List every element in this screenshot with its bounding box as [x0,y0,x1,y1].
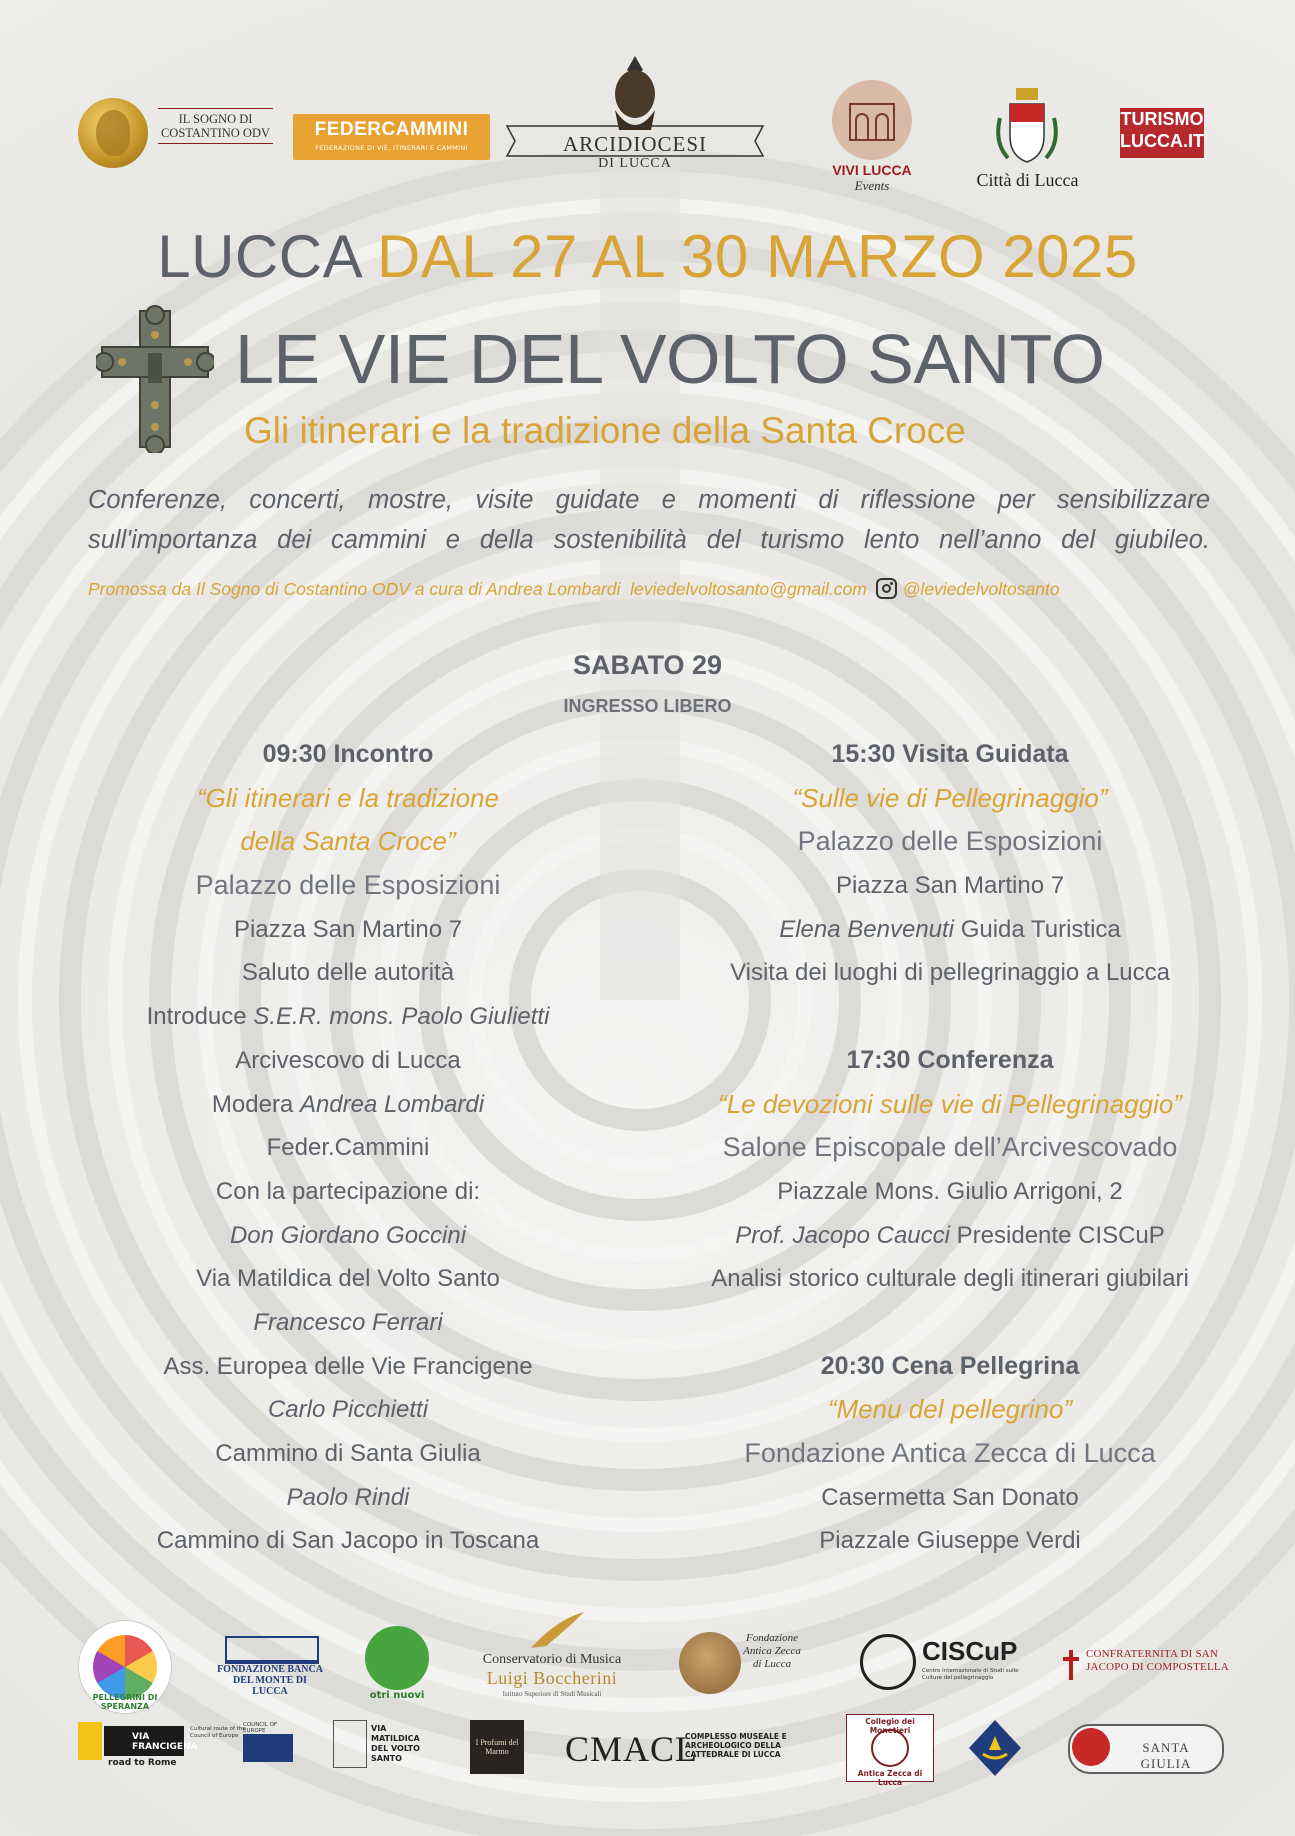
fbm-label: FONDAZIONE BANCA DEL MONTE DI LUCCA [217,1664,323,1697]
introduce-label: Introduce [146,1003,247,1031]
speaker-name: Prof. Jacopo Caucci [735,1221,950,1249]
promoter-text: Promossa da Il Sogno di Costantino ODV a cura di Andrea Lombardi [88,579,621,599]
santa-giulia-icon [1072,1728,1110,1766]
cmacl-logo [565,1726,805,1770]
program-morning [98,733,598,1563]
event-address: Piazzale Giuseppe Verdi [819,1527,1081,1555]
cammino-santa-giulia-logo [1068,1724,1224,1774]
program-afternoon [690,733,1210,1563]
profumi-label: I Profumi del Marmo [475,1738,519,1756]
event-time: 09:30 Incontro [262,740,434,768]
participant-name: Don Giordano Goccini [229,1221,467,1249]
federcammini-label: FEDERCAMMINI [314,119,469,140]
confraternita-label: CONFRATERNITA DI SAN JACOPO DI COMPOSTELLA [1086,1648,1229,1673]
participation-heading: Con la partecipazione di: [215,1177,481,1205]
matildica-label: VIA MATILDICA DEL VOLTO SANTO [371,1724,420,1763]
event-address: Piazza San Martino 7 [835,872,1065,900]
walker-icon [333,1720,367,1768]
event-venue: Palazzo delle Esposizioni [195,870,501,901]
ciscup-sublabel: Centro Internazionale di Studi sulle Culture del pellegrinaggio [922,1668,1019,1681]
event-time: 17:30 Conferenza [846,1045,1054,1074]
boccherini-label: Luigi Boccherini [486,1668,618,1688]
pellegrini-label: PELLEGRINI DI SPERANZA [92,1693,158,1711]
turismo-label-1: TURISMO [1120,109,1204,129]
ciscup-label: CISCuP [922,1636,1018,1666]
fondazione-banca-monte-logo [215,1636,325,1696]
introducer-role: Arcivescovo di Lucca [235,1046,461,1074]
event-address: Piazzale Mons. Giulio Arrigoni, 2 [777,1177,1123,1205]
costantino-label: IL SOGNO DI COSTANTINO ODV [158,108,273,144]
conservatorio-sublabel: Istituto Superiore di Studi Musicali [502,1690,602,1698]
santiago-cross-icon [1060,1650,1082,1680]
guide-name: Elena Benvenuti [779,915,955,943]
otri-label: otri nuovi [369,1690,425,1701]
guide-role: Guida Turistica [960,915,1121,943]
event-quote-line-1: “Gli itinerari e la tradizione [196,782,499,813]
event-venue: Fondazione Antica Zecca di Lucca [744,1438,1156,1468]
arcidiocesi-logo [505,50,765,190]
ciscup-logo [860,1634,1030,1696]
participant-org: Cammino di Santa Giulia [215,1440,481,1467]
federcammini-logo [293,114,490,160]
event-quote-line-2: della Santa Croce” [240,826,456,857]
building-icon [225,1636,319,1664]
vivilucca-sublabel: Events [854,178,890,193]
greeting-line: Saluto delle autorità [241,959,455,987]
volto-santo-crest-icon [505,50,765,130]
partner-logos-header [0,58,1295,208]
event-venue: Palazzo delle Esposizioni [797,826,1103,857]
event-quote: “Menu del pellegrino” [827,1394,1073,1425]
participant-org: Cammino di San Jacopo in Toscana [156,1527,540,1555]
via-francigena-label: VIA FRANCIGENA [132,1732,198,1752]
road-to-rome-label: road to Rome [108,1758,177,1768]
event-time: 20:30 Cena Pellegrina [820,1351,1080,1380]
instagram-handle[interactable]: @leviedelvoltosanto [902,579,1060,599]
event-address: Piazza San Martino 7 [233,915,463,943]
cross-icon [96,305,214,453]
confraternita-logo [1060,1646,1230,1690]
council-of-europe-logo [243,1722,299,1764]
moderator-line [98,1083,598,1127]
collegio-monetieri-logo [846,1714,934,1787]
arch-icon [832,80,912,160]
arcidiocesi-sublabel: DI LUCCA [598,156,672,171]
participant-name: Francesco Ferrari [253,1308,443,1336]
council-label: COUNCIL OF EUROPE [243,1722,278,1734]
event-quote: “Le devozioni sulle vie di Pellegrinaggio” [718,1088,1182,1119]
coin-icon [78,98,148,168]
introducer-name: S.E.R. mons. Paolo Giulietti [253,1003,550,1031]
guide-line [690,908,1210,952]
speaker-line [690,1214,1210,1258]
participant-name: Paolo Rindi [286,1483,410,1511]
event-dates: DAL 27 AL 30 MARZO 2025 [376,223,1138,290]
moderate-label: Modera [211,1090,294,1118]
antica-zecca-logo [673,1626,801,1704]
monetieri-label: Collegio dei Monetieri [865,1717,915,1735]
jubilee-icon [93,1635,157,1699]
cmacl-sublabel: COMPLESSO MUSEALE E ARCHEOLOGICO DELLA CATTEDRALE DI LUCCA [685,1732,787,1759]
event-subtitle: Gli itinerari e la tradizione della Santa Croce [244,410,966,451]
conservatorio-label: Conservatorio di Musica [482,1652,622,1667]
event-description: Visita dei luoghi di pellegrinaggio a Lucca [730,959,1170,987]
quill-icon [526,1610,586,1650]
city-shield-icon [994,88,1060,168]
federcammini-sublabel: FEDERAZIONE DI VIE, ITINERARI E CAMMINI [315,144,468,152]
vivilucca-logo [826,80,918,195]
moderator-org: Feder.Cammini [266,1134,430,1162]
city-name: LUCCA [157,223,360,290]
arcidiocesi-label: ARCIDIOCESI [562,132,707,156]
promoter-line [88,576,1218,602]
santa-giulia-label: SANTA GIULIA [1140,1740,1192,1771]
participant-name: Carlo Picchietti [267,1396,429,1424]
profumi-marmo-logo [470,1720,524,1774]
vivilucca-label: VIVI LUCCA [832,162,912,178]
event-quote: “Sulle vie di Pellegrinaggio” [792,782,1108,813]
costantino-logo [78,98,273,168]
day-heading: SABATO 29 [572,650,723,680]
via-matildica-logo [333,1720,429,1770]
pellegrini-speranza-logo [78,1620,172,1714]
turismo-lucca-logo [1120,108,1204,158]
conservatorio-logo [462,1610,642,1698]
monetieri-sublabel: Antica Zecca di Lucca [857,1769,923,1787]
event-description: Analisi storico culturale degli itinerari giubilari [711,1265,1189,1293]
otri-nuovi-logo [363,1626,431,1704]
citta-label: Città di Lucca [976,170,1079,190]
contact-email[interactable]: leviedelvoltosanto@gmail.com [630,579,867,599]
pilgrim-icon [78,1722,102,1760]
participant-org: Via Matildica del Volto Santo [196,1265,500,1293]
instagram-icon [876,578,897,599]
entry-note: INGRESSO LIBERO [563,696,732,716]
event-description [88,480,1210,560]
description-line-2: sull'importanza dei cammini e della sostenibilità del turismo lento nell’anno del giubileo. [88,526,1210,554]
camino-shell-icon [967,1718,1023,1778]
speaker-role: Presidente CISCuP [956,1221,1165,1249]
shell-icon [860,1634,916,1690]
event-time: 15:30 Visita Guidata [831,740,1069,768]
description-line-1: Conferenze, concerti, mostre, visite guidate e momenti di riflessione per sensibilizzare [88,486,1210,514]
zecca-label: Fondazione Antica Zecca di Lucca [743,1632,801,1670]
cmacl-label: CMACL [565,1729,699,1769]
eu-stars-icon [243,1734,293,1762]
cultural-route-label: Cultural route of the Council of Europe [190,1726,246,1739]
citta-di-lucca-logo [960,78,1095,193]
amphora-icon [365,1626,429,1690]
event-venue: Salone Episcopale dell’Arcivescovado [722,1132,1178,1163]
moderator-name: Andrea Lombardi [299,1090,485,1118]
event-title: LE VIE DEL VOLTO SANTO [235,320,1105,398]
participant-org: Ass. Europea delle Vie Francigene [163,1352,533,1380]
event-dates-headline [0,222,1295,292]
introducer-line [98,995,598,1039]
event-address: Casermetta San Donato [821,1483,1079,1511]
coin-icon [679,1632,741,1694]
turismo-label-2: LUCCA.IT [1120,131,1204,151]
partner-logos-footer [0,1590,1295,1836]
seal-icon [871,1729,909,1767]
